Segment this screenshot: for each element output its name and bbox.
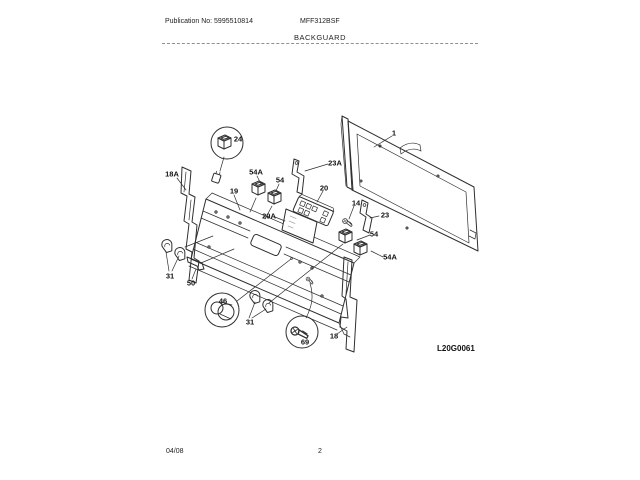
connector-plug	[211, 171, 222, 184]
bracket-23A	[292, 159, 304, 194]
part-label-31: 31	[165, 271, 175, 281]
screw-14	[342, 218, 354, 227]
part-label-23A: 23A	[328, 158, 342, 168]
footer-page-number: 2	[318, 448, 322, 455]
backguard-panel	[341, 116, 478, 251]
footer-date: 04/08	[166, 448, 184, 455]
part-label-31: 31	[245, 317, 255, 327]
bracket-23	[360, 200, 372, 233]
part-label-20: 20	[319, 183, 329, 193]
part-label-19: 19	[229, 186, 239, 196]
page-title: BACKGUARD	[293, 33, 346, 42]
part-label-54: 54	[369, 229, 379, 239]
part-label-69: 69	[300, 337, 310, 347]
part-label-54A: 54A	[383, 252, 397, 262]
part-label-23: 23	[380, 210, 390, 220]
leader-lines	[166, 136, 392, 334]
part-label-50: 50	[186, 278, 196, 288]
part-label-29A: 29A	[262, 211, 276, 221]
part-label-54A: 54A	[249, 167, 263, 177]
model-number: MFF312BSF	[300, 18, 340, 25]
part-label-54: 54	[275, 175, 285, 185]
publication-number: Publication No: 5995510814	[165, 18, 253, 25]
part-label-24: 24	[233, 134, 243, 144]
part-label-14: 14	[351, 198, 361, 208]
part-label-1: 1	[391, 128, 397, 138]
part-label-46: 46	[218, 296, 228, 306]
part-label-18: 18	[329, 331, 339, 341]
part-label-18A: 18A	[165, 169, 179, 179]
diagram-code: L20G0061	[437, 344, 475, 353]
